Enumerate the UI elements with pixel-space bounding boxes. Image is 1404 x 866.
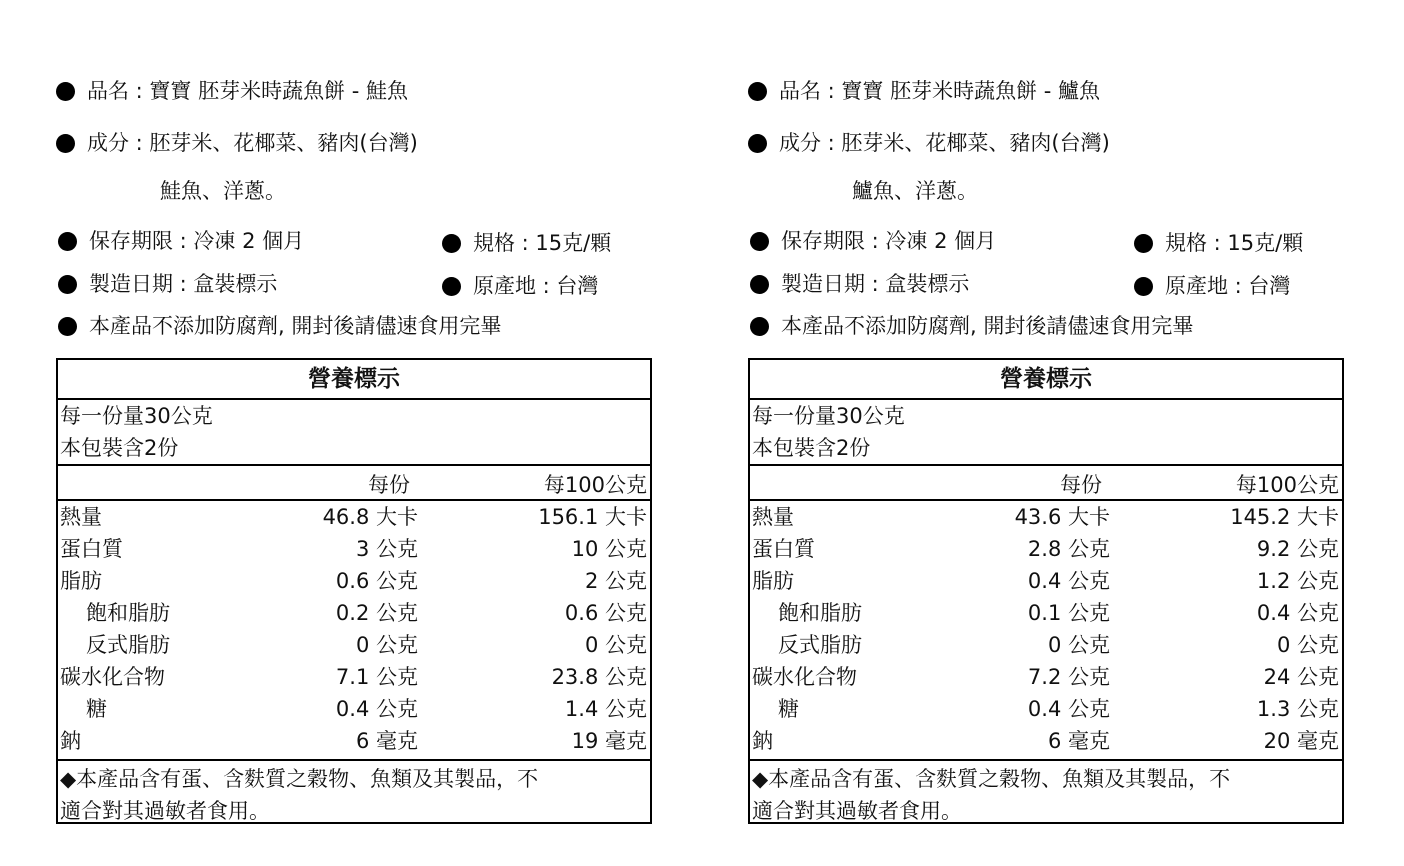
mfg-date: 製造日期 : 盒裝標示 — [781, 272, 970, 296]
per-100g-value: 1.4 公克 — [564, 697, 647, 721]
bullet-icon — [748, 134, 767, 153]
bullet-icon — [442, 277, 461, 296]
per-100g-value: 2 公克 — [584, 569, 647, 593]
per-100g-value: 10 公克 — [571, 537, 647, 561]
table-row — [750, 533, 1342, 565]
spec-row — [1134, 233, 1303, 254]
spec: 規格 : 15克/顆 — [1165, 231, 1304, 255]
table-row — [58, 501, 650, 533]
table-row — [58, 661, 650, 693]
serving-size: 每一份量30公克 — [752, 404, 905, 428]
ingredients-continued: 鮭魚、洋蔥。 — [160, 179, 286, 203]
ingredients-continued: 鱸魚、洋蔥。 — [852, 179, 978, 203]
product-name: 品名 : 寶寶 胚芽米時蔬魚餅 - 鱸魚 — [779, 79, 1101, 103]
row-label: 碳水化合物 — [60, 665, 165, 689]
per-serving-value: 0.4 公克 — [335, 697, 418, 721]
row-label: 反式脂肪 — [86, 633, 170, 657]
row-label: 反式脂肪 — [778, 633, 862, 657]
per-100g-value: 23.8 公克 — [551, 665, 647, 689]
per-100g-value: 9.2 公克 — [1256, 537, 1339, 561]
shelf-life-row — [58, 231, 304, 252]
servings-per-package: 本包裝含2份 — [60, 436, 179, 460]
product-label-left — [52, 0, 692, 866]
row-label: 脂肪 — [752, 569, 794, 593]
row-label: 脂肪 — [60, 569, 102, 593]
nutrition-table — [56, 358, 652, 824]
preservative-notice: 本產品不添加防腐劑, 開封後請儘速食用完畢 — [781, 314, 1194, 338]
row-label: 熱量 — [752, 505, 794, 529]
per-serving-value: 0.2 公克 — [335, 601, 418, 625]
table-row — [58, 565, 650, 597]
origin: 原產地 : 台灣 — [473, 274, 599, 298]
row-label: 蛋白質 — [752, 537, 815, 561]
per-serving-value: 0.4 公克 — [1027, 569, 1110, 593]
table-row — [750, 661, 1342, 693]
origin-row — [442, 276, 598, 297]
per-100g-value: 0 公克 — [1276, 633, 1339, 657]
nutrition-rows — [750, 501, 1342, 761]
per-100g-header: 每100公克 — [1235, 473, 1339, 497]
table-row — [750, 597, 1342, 629]
per-serving-value: 2.8 公克 — [1027, 537, 1110, 561]
mfg-date-row — [750, 274, 969, 295]
bullet-icon — [748, 82, 767, 101]
per-100g-value: 1.2 公克 — [1256, 569, 1339, 593]
nutrition-table — [748, 358, 1344, 824]
per-100g-value: 20 毫克 — [1263, 729, 1339, 753]
allergen-notice — [750, 761, 1342, 827]
table-row — [750, 693, 1342, 725]
table-row — [750, 565, 1342, 597]
ingredients: 成分 : 胚芽米、花椰菜、豬肉(台灣) — [779, 131, 1110, 155]
shelf-life-row — [750, 231, 996, 252]
nutrition-title: 營養標示 — [58, 360, 650, 400]
per-100g-value: 19 毫克 — [571, 729, 647, 753]
product-name-row — [56, 81, 408, 102]
per-100g-header: 每100公克 — [543, 473, 647, 497]
row-label: 熱量 — [60, 505, 102, 529]
table-row — [750, 501, 1342, 533]
allergen-line: ◆本產品含有蛋、含麩質之穀物、魚類及其製品，不 — [752, 767, 1231, 791]
bullet-icon — [58, 317, 77, 336]
column-header — [750, 466, 1342, 501]
bullet-icon — [58, 275, 77, 294]
per-serving-value: 0.4 公克 — [1027, 697, 1110, 721]
per-serving-value: 7.2 公克 — [1027, 665, 1110, 689]
row-label: 鈉 — [60, 729, 81, 753]
table-row — [58, 533, 650, 565]
spec-row — [442, 233, 611, 254]
per-100g-value: 0.4 公克 — [1256, 601, 1339, 625]
product-label-right — [744, 0, 1384, 866]
origin-row — [1134, 276, 1290, 297]
allergen-line: 適合對其過敏者食用。 — [60, 799, 270, 823]
per-100g-value: 156.1 大卡 — [538, 505, 647, 529]
allergen-line: 適合對其過敏者食用。 — [752, 799, 962, 823]
row-label: 糖 — [778, 697, 799, 721]
per-serving-value: 6 毫克 — [355, 729, 418, 753]
bullet-icon — [1134, 234, 1153, 253]
per-serving-value: 7.1 公克 — [335, 665, 418, 689]
table-row — [58, 597, 650, 629]
per-100g-value: 1.3 公克 — [1256, 697, 1339, 721]
per-serving-header: 每份 — [368, 473, 410, 497]
row-label: 碳水化合物 — [752, 665, 857, 689]
bullet-icon — [750, 232, 769, 251]
mfg-date-row — [58, 274, 277, 295]
notice-row — [58, 316, 501, 337]
table-row — [58, 725, 650, 757]
ingredients: 成分 : 胚芽米、花椰菜、豬肉(台灣) — [87, 131, 418, 155]
per-serving-header: 每份 — [1060, 473, 1102, 497]
table-row — [58, 693, 650, 725]
per-100g-value: 0 公克 — [584, 633, 647, 657]
per-100g-value: 0.6 公克 — [564, 601, 647, 625]
product-name: 品名 : 寶寶 胚芽米時蔬魚餅 - 鮭魚 — [87, 79, 409, 103]
table-row — [750, 629, 1342, 661]
row-label: 飽和脂肪 — [778, 601, 862, 625]
bullet-icon — [58, 232, 77, 251]
allergen-notice — [58, 761, 650, 827]
table-row — [58, 629, 650, 661]
bullet-icon — [750, 275, 769, 294]
per-serving-value: 43.6 大卡 — [1014, 505, 1110, 529]
row-label: 糖 — [86, 697, 107, 721]
mfg-date: 製造日期 : 盒裝標示 — [89, 272, 278, 296]
per-serving-value: 46.8 大卡 — [322, 505, 418, 529]
row-label: 鈉 — [752, 729, 773, 753]
shelf-life: 保存期限 : 冷凍 2 個月 — [781, 229, 997, 253]
bullet-icon — [56, 134, 75, 153]
serving-info — [750, 400, 1342, 466]
serving-info — [58, 400, 650, 466]
per-serving-value: 3 公克 — [355, 537, 418, 561]
bullet-icon — [442, 234, 461, 253]
ingredients-row — [56, 133, 418, 154]
origin: 原產地 : 台灣 — [1165, 274, 1291, 298]
per-serving-value: 0 公克 — [1047, 633, 1110, 657]
per-serving-value: 0 公克 — [355, 633, 418, 657]
per-serving-value: 0.6 公克 — [335, 569, 418, 593]
bullet-icon — [750, 317, 769, 336]
notice-row — [750, 316, 1193, 337]
allergen-line: ◆本產品含有蛋、含麩質之穀物、魚類及其製品，不 — [60, 767, 539, 791]
nutrition-rows — [58, 501, 650, 761]
ingredients-row — [748, 133, 1110, 154]
per-serving-value: 6 毫克 — [1047, 729, 1110, 753]
bullet-icon — [1134, 277, 1153, 296]
per-serving-value: 0.1 公克 — [1027, 601, 1110, 625]
table-row — [750, 725, 1342, 757]
row-label: 飽和脂肪 — [86, 601, 170, 625]
shelf-life: 保存期限 : 冷凍 2 個月 — [89, 229, 305, 253]
row-label: 蛋白質 — [60, 537, 123, 561]
servings-per-package: 本包裝含2份 — [752, 436, 871, 460]
bullet-icon — [56, 82, 75, 101]
spec: 規格 : 15克/顆 — [473, 231, 612, 255]
per-100g-value: 24 公克 — [1263, 665, 1339, 689]
column-header — [58, 466, 650, 501]
preservative-notice: 本產品不添加防腐劑, 開封後請儘速食用完畢 — [89, 314, 502, 338]
nutrition-title: 營養標示 — [750, 360, 1342, 400]
per-100g-value: 145.2 大卡 — [1230, 505, 1339, 529]
product-name-row — [748, 81, 1100, 102]
serving-size: 每一份量30公克 — [60, 404, 213, 428]
